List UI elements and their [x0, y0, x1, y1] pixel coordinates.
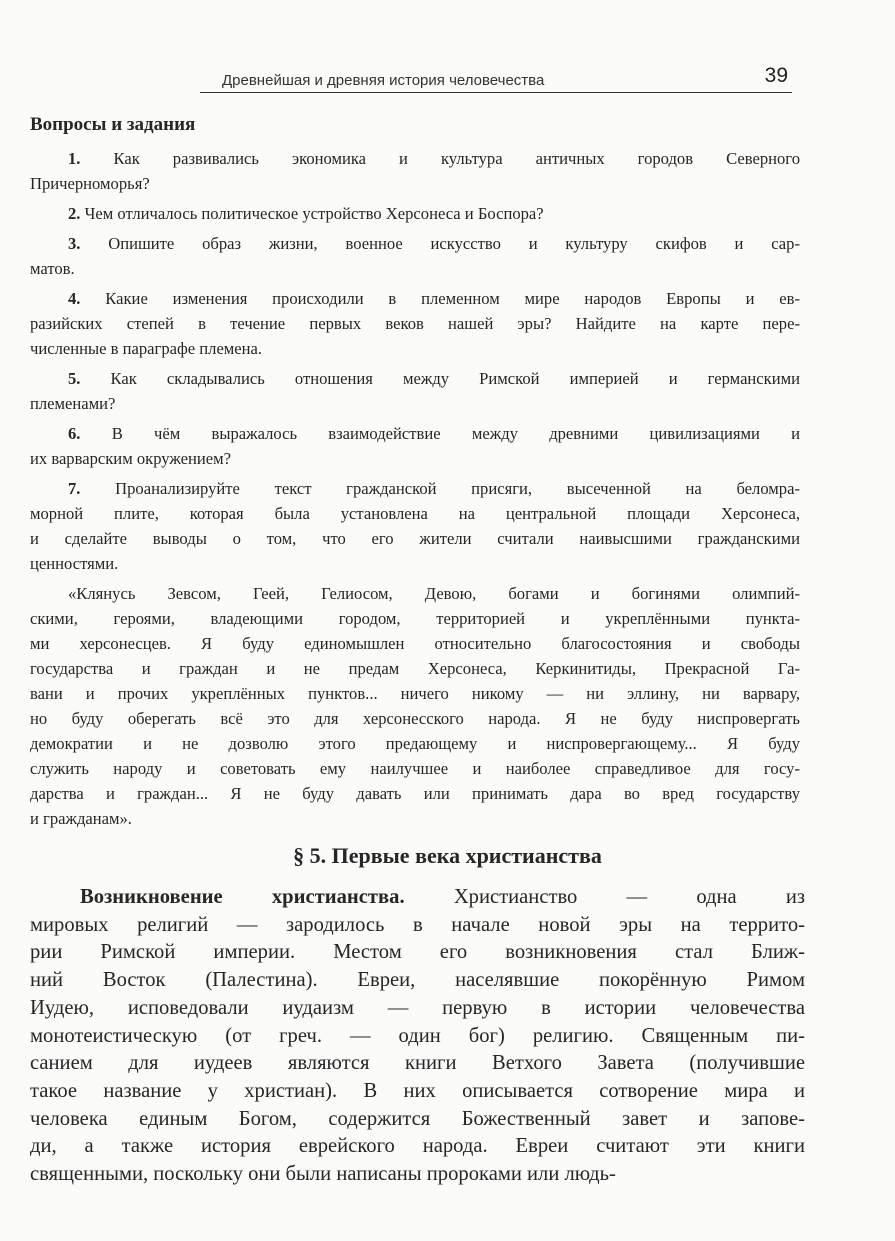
line-text: монотеистическую (от греч. — один бог) религию. Священным пи-	[30, 1024, 805, 1047]
line-text: Как складывались отношения между Римской империей и германскими	[110, 369, 801, 388]
line-text: ми херсонесцев. Я буду единомышлен относительно благосостояния и свободы	[30, 634, 800, 653]
text-line	[30, 1106, 805, 1134]
text-line	[30, 201, 800, 226]
line-text: численные в параграфе племена.	[30, 339, 263, 358]
text-line	[30, 884, 805, 912]
questions-heading: Вопросы и задания	[30, 114, 196, 135]
line-text: и сделайте выводы о том, что его жители считали наивысшими гражданскими	[30, 529, 800, 548]
line-text: мировых религий — зародилось в начале новой эры на террито-	[30, 913, 805, 936]
text-line	[30, 501, 800, 526]
line-text: Как развивались экономика и культура античных городов Северного	[113, 149, 800, 168]
line-text: Причерноморья?	[30, 174, 150, 193]
line-text: ний Восток (Палестина). Евреи, населявшие покорённую Римом	[30, 969, 805, 992]
question-item	[30, 231, 800, 281]
line-text: Чем отличалось политическое устройство Херсонеса и Боспора?	[84, 204, 544, 223]
line-text: Какие изменения происходили в племенном мире народов Европы и ев-	[105, 289, 800, 308]
text-line	[30, 967, 805, 995]
running-header	[200, 64, 792, 93]
line-text: скими, героями, владеющими городом, территорией и укреплёнными пункта-	[30, 609, 800, 628]
text-line	[30, 1133, 805, 1161]
line-text: разийских степей в течение первых веков нашей эры? Найдите на карте пере-	[30, 314, 800, 333]
text-line	[30, 1050, 805, 1078]
question-item	[30, 201, 800, 226]
question-number: 4.	[68, 289, 81, 308]
text-line	[30, 939, 805, 967]
text-line	[30, 1078, 805, 1106]
question-number: 6.	[68, 424, 81, 443]
oath-quote	[30, 581, 800, 831]
line-text: государства и граждан и не предам Херсонеса, Керкинитиды, Прекрасной Га-	[30, 659, 800, 678]
running-header-title: Древнейшая и древняя история человечества	[222, 72, 545, 89]
line-text: рии Римской империи. Местом его возникновения стал Ближ-	[30, 941, 805, 964]
text-line	[30, 171, 800, 196]
text-line	[30, 311, 800, 336]
text-line	[30, 146, 800, 171]
line-text: но буду оберегать всё это для херсонесского народа. Я не буду ниспровергать	[30, 709, 800, 728]
line-text: такое название у христиан). В них описывается сотворение мира и	[30, 1079, 805, 1102]
line-text: ди, а также история еврейского народа. Евреи считают эти книги	[30, 1135, 805, 1158]
paragraph-subheading: Возникновение христианства.	[80, 886, 405, 908]
text-line	[30, 256, 800, 281]
section-title: § 5. Первые века христианства	[293, 843, 602, 868]
text-line	[30, 476, 800, 501]
text-line	[30, 606, 800, 631]
text-line	[30, 391, 800, 416]
text-line	[30, 681, 800, 706]
question-number: 5.	[68, 369, 81, 388]
line-text: Проанализируйте текст гражданской присяги, высеченной на беломра-	[115, 479, 800, 498]
text-line	[30, 581, 800, 606]
question-number: 7.	[68, 479, 81, 498]
line-text: их варварским окружением?	[30, 449, 231, 468]
line-text: племенами?	[30, 394, 116, 413]
text-line	[30, 756, 800, 781]
line-text: и гражданам».	[30, 809, 132, 828]
line-text: матов.	[30, 259, 75, 278]
question-number: 1.	[68, 149, 81, 168]
text-line	[30, 631, 800, 656]
text-line	[30, 446, 800, 471]
section-body	[30, 884, 805, 1189]
text-line	[30, 526, 800, 551]
question-item	[30, 366, 800, 416]
line-text: морной плите, которая была установлена на центральной площади Херсонеса,	[30, 504, 800, 523]
text-line	[30, 1023, 805, 1051]
line-text: человека единым Богом, содержится Божественный завет и запове-	[30, 1107, 805, 1130]
text-line	[30, 912, 805, 940]
text-line	[30, 231, 800, 256]
line-text: ценностями.	[30, 554, 119, 573]
text-line	[30, 1161, 805, 1189]
line-text: «Клянусь Зевсом, Геей, Гелиосом, Девою, богами и богинями олимпий-	[68, 584, 800, 603]
text-line	[30, 706, 800, 731]
question-item	[30, 286, 800, 361]
question-number: 2.	[68, 204, 81, 223]
question-item	[30, 476, 800, 576]
text-line	[30, 336, 800, 361]
line-text: священными, поскольку они были написаны пророками или людь-	[30, 1163, 616, 1186]
line-text: В чём выражалось взаимодействие между древними цивилизациями и	[111, 424, 800, 443]
text-line	[30, 731, 800, 756]
line-text: вани и прочих укреплённых пунктов... ничего никому — ни эллину, ни варвару,	[30, 684, 800, 703]
question-item	[30, 421, 800, 471]
line-text: санием для иудеев являются книги Ветхого Завета (получившие	[30, 1052, 805, 1075]
line-text: служить народу и советовать ему наилучшее и наиболее справедливое для госу-	[30, 759, 800, 778]
text-line	[30, 995, 805, 1023]
question-item	[30, 146, 800, 196]
line-text: Иудею, исповедовали иудаизм — первую в истории человечества	[30, 996, 805, 1019]
text-line	[30, 551, 800, 576]
text-line	[30, 421, 800, 446]
text-line	[30, 656, 800, 681]
line-text: Опишите образ жизни, военное искусство и культуру скифов и сар-	[108, 234, 800, 253]
questions-list	[30, 146, 800, 836]
line-text: дарства и граждан... Я не буду давать или принимать дара во вред государству	[30, 784, 800, 803]
text-line	[30, 806, 800, 831]
text-line	[30, 781, 800, 806]
text-line	[30, 366, 800, 391]
question-number: 3.	[68, 234, 81, 253]
text-line	[30, 286, 800, 311]
line-text: Христианство — одна из	[453, 886, 806, 908]
line-text: демократии и не дозволю этого предающему и ниспровергающему... Я буду	[30, 734, 800, 753]
page-number: 39	[764, 64, 788, 87]
